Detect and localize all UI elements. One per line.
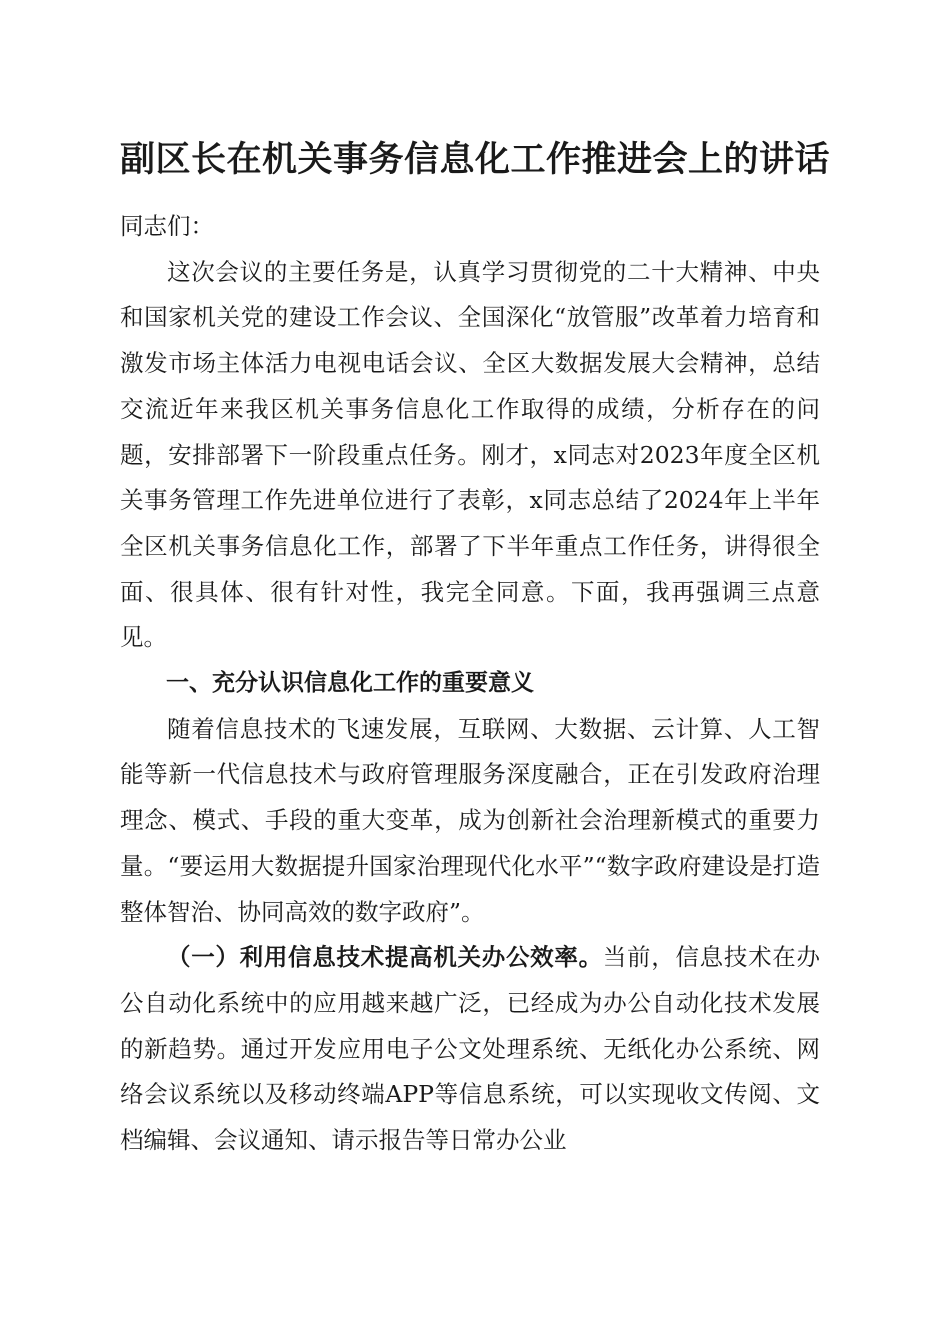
section-heading-1: 一、充分认识信息化工作的重要意义	[166, 670, 534, 697]
salutation: 同志们：	[120, 212, 214, 240]
subsection-1-paragraph	[120, 935, 820, 1164]
intro-paragraph: 这次会议的主要任务是，认真学习贯彻党的二十大精神、中央和国家机关党的建设工作会议、全国深化“放管服”改革着力培育和激发市场主体活力电视电话会议、全区大数据发展大会精神，总结交流近年来我区机关事务信息化工作取得的成绩，分析存在的问题，安排部署下一阶段重点任务。刚才，x同志对2023年度全区机关事务管理工作先进单位进行了表彰，x同志总结了2024年上半年全区机关事务信息化工作，部署了下半年重点工作任务，讲得很全面、很具体、很有针对性，我完全同意。下面，我再强调三点意见。	[120, 257, 820, 652]
document-content	[120, 204, 820, 1164]
subsection-1-text: 当前，信息技术在办公自动化系统中的应用越来越广泛，已经成为办公自动化技术发展的新趋势。通过开发应用电子公文处理系统、无纸化办公系统、网络会议系统以及移动终端APP等信息系统，可以实现收文传阅、文档编辑、会议通知、请示报告等日常办公业	[120, 943, 821, 1155]
section-1-paragraph: 随着信息技术的飞速发展，互联网、大数据、云计算、人工智能等新一代信息技术与政府管理服务深度融合，正在引发政府治理理念、模式、手段的重大变革，成为创新社会治理新模式的重要力量。“要运用大数据提升国家治理现代化水平”“数字政府建设是打造整体智治、协同高效的数字政府”。	[120, 714, 820, 926]
document-title: 副区长在机关事务信息化工作推进会上的讲话	[120, 140, 831, 180]
subsection-heading-1: （一）利用信息技术提高机关办公效率。	[167, 943, 603, 972]
